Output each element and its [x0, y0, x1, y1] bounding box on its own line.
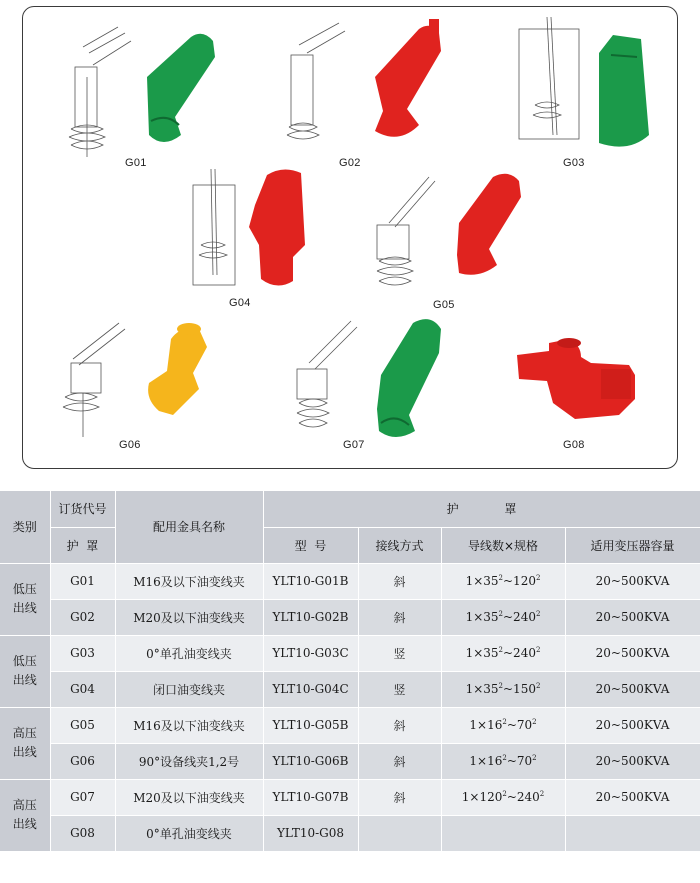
fitting-name-cell: M16及以下油变线夹: [115, 563, 263, 599]
superscript: 2: [539, 790, 545, 798]
capacity-cell: 20~500KVA: [565, 779, 700, 815]
wire-spec-count: 1×35: [465, 646, 499, 660]
g07-illustration: [291, 313, 471, 448]
fitting-name-cell: 0°单孔油变线夹: [115, 635, 263, 671]
superscript: 2: [498, 682, 503, 690]
g01-illustration: [63, 17, 243, 167]
superscript: 2: [502, 790, 507, 798]
superscript: 2: [532, 754, 537, 762]
fitting-name-cell: 90°设备线夹1,2号: [115, 743, 263, 779]
capacity-cell: 20~500KVA: [565, 563, 700, 599]
g06-illustration: [49, 319, 229, 444]
capacity-cell: 20~500KVA: [565, 671, 700, 707]
model-cell: YLT10-G03C: [263, 635, 358, 671]
wire-spec-range: ~120: [503, 574, 536, 588]
header-wiring: 接线方式: [358, 527, 441, 563]
g06-boot: [148, 328, 207, 415]
product-code-g04: G04: [229, 297, 251, 309]
capacity-cell: 20~500KVA: [565, 635, 700, 671]
superscript: 2: [502, 718, 507, 726]
capacity-cell: 20~500KVA: [565, 599, 700, 635]
header-cover-group: 护 罩: [263, 491, 700, 527]
fitting-name-cell: 0°单孔油变线夹: [115, 815, 263, 851]
wire-spec-range: ~70: [506, 754, 533, 768]
g04-boot: [249, 169, 305, 285]
g03-illustration: [513, 15, 663, 160]
product-g02[interactable]: [279, 15, 459, 165]
g01-boot: [147, 34, 215, 142]
superscript: 2: [532, 718, 537, 726]
wire-spec-cell: [441, 707, 565, 743]
wire-spec-count: 1×120: [461, 790, 503, 804]
order-code-cell: G06: [50, 743, 115, 779]
wire-spec-cell: [441, 599, 565, 635]
wire-spec-cell: [441, 563, 565, 599]
category-cell: 低压 出线: [0, 635, 50, 707]
wire-spec-range: ~240: [506, 790, 540, 804]
product-g01[interactable]: [63, 17, 243, 167]
capacity-cell: 20~500KVA: [565, 743, 700, 779]
wiring-cell: 斜: [358, 707, 441, 743]
capacity-cell: 20~500KVA: [565, 707, 700, 743]
order-code-cell: G02: [50, 599, 115, 635]
category-cell: 低压 出线: [0, 563, 50, 635]
header-category: 类别: [0, 491, 50, 563]
wire-spec-range: ~240: [503, 610, 536, 624]
wire-spec-range: ~70: [506, 718, 533, 732]
table-row: [0, 635, 700, 671]
header-cover: 护 罩: [50, 527, 115, 563]
g02-illustration: [279, 15, 459, 165]
wire-spec-count: 1×16: [469, 754, 503, 768]
order-code-cell: G01: [50, 563, 115, 599]
header-capacity: 适用变压器容量: [565, 527, 700, 563]
wire-spec-count: 1×16: [469, 718, 503, 732]
product-code-g06: G06: [119, 439, 141, 451]
wire-spec-range: ~240: [503, 646, 536, 660]
product-code-g02: G02: [339, 157, 361, 169]
table-row: [0, 599, 700, 635]
product-g08[interactable]: [509, 335, 659, 435]
order-code-cell: G07: [50, 779, 115, 815]
product-code-g08: G08: [563, 439, 585, 451]
order-code-cell: G05: [50, 707, 115, 743]
product-code-g01: G01: [125, 157, 147, 169]
header-fitting-name: 配用金具名称: [115, 491, 263, 563]
product-g06[interactable]: [49, 319, 229, 444]
g05-boot: [457, 174, 521, 275]
g08-illustration: [509, 335, 659, 435]
product-g03[interactable]: [513, 15, 663, 160]
model-cell: YLT10-G02B: [263, 599, 358, 635]
wiring-cell: 斜: [358, 563, 441, 599]
product-g04[interactable]: [189, 165, 329, 300]
spec-table: [0, 491, 700, 852]
table-row: [0, 779, 700, 815]
model-cell: YLT10-G05B: [263, 707, 358, 743]
superscript: 2: [498, 646, 503, 654]
wire-spec-count: 1×35: [465, 574, 499, 588]
g05-illustration: [369, 169, 549, 304]
order-code-cell: G03: [50, 635, 115, 671]
fitting-name-cell: M16及以下油变线夹: [115, 707, 263, 743]
product-g07[interactable]: [291, 313, 471, 448]
g04-illustration: [189, 165, 329, 300]
wire-spec-count: 1×35: [465, 610, 499, 624]
model-cell: YLT10-G06B: [263, 743, 358, 779]
g03-boot: [599, 35, 649, 147]
wiring-cell: [358, 815, 441, 851]
header-order-code: 订货代号: [50, 491, 115, 527]
superscript: 2: [535, 610, 541, 618]
superscript: 2: [498, 574, 503, 582]
wiring-cell: 斜: [358, 779, 441, 815]
g02-boot: [375, 26, 441, 137]
wire-spec-range: ~150: [503, 682, 536, 696]
table-row: [0, 707, 700, 743]
superscript: 2: [535, 646, 541, 654]
product-g05[interactable]: [369, 169, 549, 304]
superscript: 2: [498, 610, 503, 618]
order-code-cell: G04: [50, 671, 115, 707]
model-cell: YLT10-G01B: [263, 563, 358, 599]
table-row: [0, 671, 700, 707]
product-code-g07: G07: [343, 439, 365, 451]
product-gallery: [22, 6, 678, 469]
wire-spec-count: 1×35: [465, 682, 499, 696]
model-cell: YLT10-G07B: [263, 779, 358, 815]
superscript: 2: [535, 682, 541, 690]
wire-spec-cell: [441, 815, 565, 851]
wiring-cell: 竖: [358, 671, 441, 707]
model-cell: YLT10-G04C: [263, 671, 358, 707]
table-row: [0, 815, 700, 851]
table-row: [0, 563, 700, 599]
model-cell: YLT10-G08: [263, 815, 358, 851]
category-cell: 高压 出线: [0, 779, 50, 851]
table-row: [0, 743, 700, 779]
superscript: 2: [502, 754, 507, 762]
wire-spec-cell: [441, 671, 565, 707]
fitting-name-cell: M20及以下油变线夹: [115, 779, 263, 815]
wire-spec-cell: [441, 635, 565, 671]
wire-spec-cell: [441, 743, 565, 779]
header-wire-spec: 导线数×规格: [441, 527, 565, 563]
spec-table-body: [0, 563, 700, 851]
product-code-g03: G03: [563, 157, 585, 169]
capacity-cell: [565, 815, 700, 851]
category-cell: 高压 出线: [0, 707, 50, 779]
fitting-name-cell: M20及以下油变线夹: [115, 599, 263, 635]
header-model: 型 号: [263, 527, 358, 563]
order-code-cell: G08: [50, 815, 115, 851]
wiring-cell: 竖: [358, 635, 441, 671]
fitting-name-cell: 闭口油变线夹: [115, 671, 263, 707]
wiring-cell: 斜: [358, 599, 441, 635]
wiring-cell: 斜: [358, 743, 441, 779]
wire-spec-cell: [441, 779, 565, 815]
superscript: 2: [535, 574, 541, 582]
product-code-g05: G05: [433, 299, 455, 311]
